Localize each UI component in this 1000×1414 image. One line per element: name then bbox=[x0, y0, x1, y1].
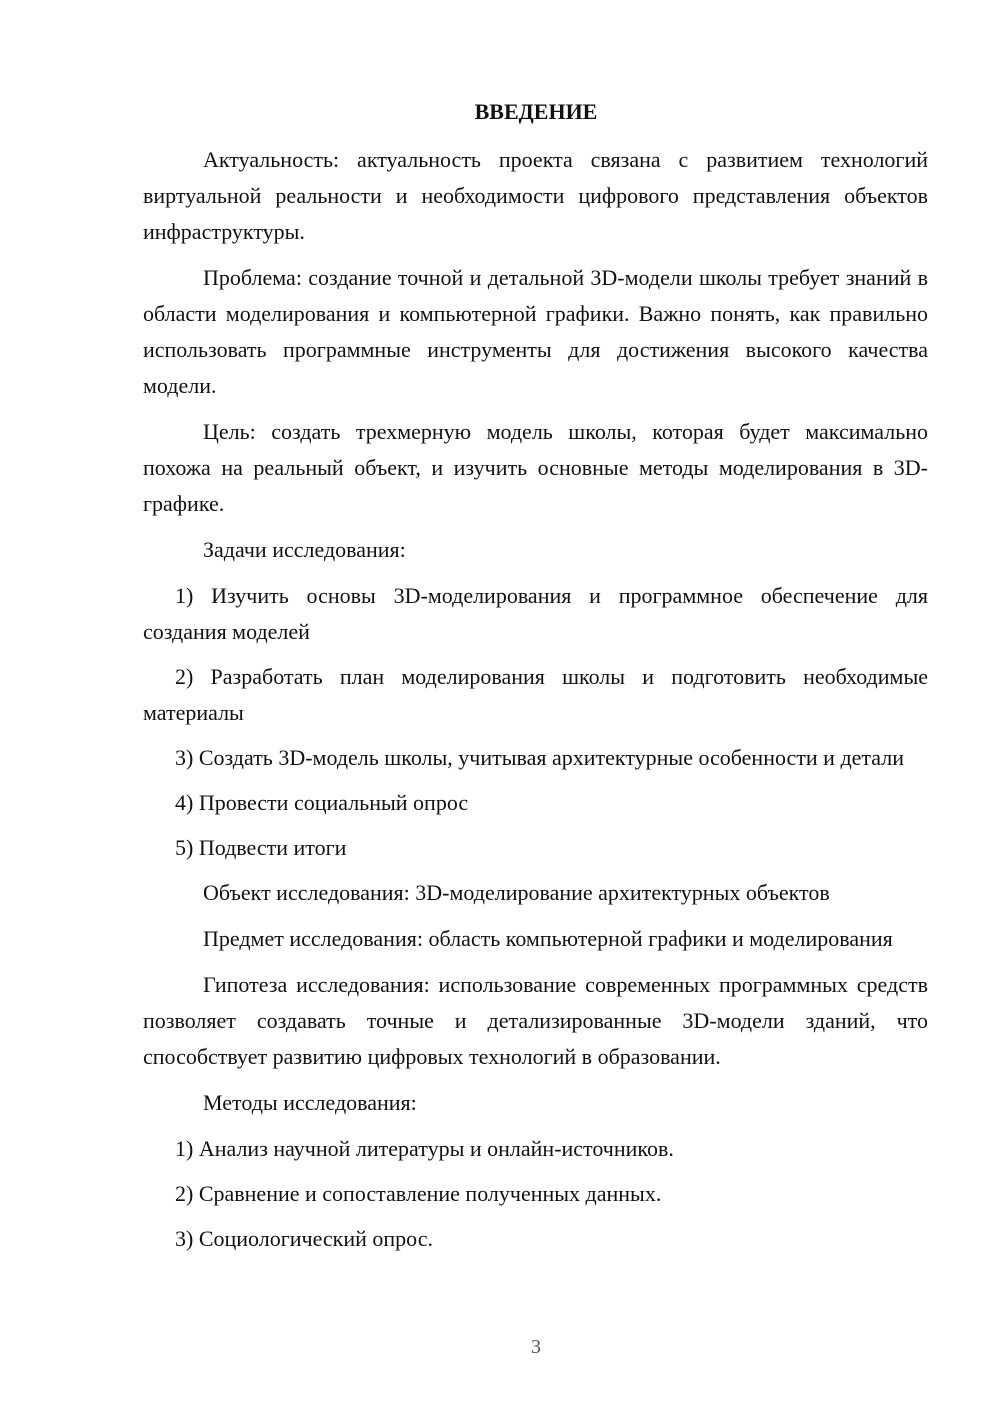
hypothesis-paragraph: Гипотеза исследования: использование современных программных средств позволяет создавать точные и детализированные 3D-модели зданий, что способствует развитию цифровых технологий в образовании. bbox=[143, 972, 928, 1069]
method-item-1: 1) Анализ научной литературы и онлайн-источников. bbox=[175, 1136, 674, 1161]
subject-paragraph: Предмет исследования: область компьютерной графики и моделирования bbox=[203, 926, 893, 951]
page-number: 3 bbox=[531, 1336, 541, 1358]
methods-heading: Методы исследования: bbox=[203, 1090, 417, 1115]
task-item-1: 1) Изучить основы 3D-моделирования и программное обеспечение для создания моделей bbox=[143, 583, 928, 644]
object-paragraph: Объект исследования: 3D-моделирование архитектурных объектов bbox=[203, 880, 830, 905]
goal-paragraph: Цель: создать трехмерную модель школы, которая будет максимально похожа на реальный объект, и изучить основные методы моделирования в 3D-графике. bbox=[143, 419, 928, 516]
method-item-2: 2) Сравнение и сопоставление полученных данных. bbox=[175, 1181, 662, 1206]
relevance-paragraph: Актуальность: актуальность проекта связана с развитием технологий виртуальной реальности и необходимости цифрового представления объектов инфраструктуры. bbox=[143, 147, 928, 244]
problem-paragraph: Проблема: создание точной и детальной 3D-модели школы требует знаний в области моделирования и компьютерной графики. Важно понять, как правильно использовать программные инструменты для достижения высокого качества модели. bbox=[143, 265, 928, 398]
section-title: ВВЕДЕНИЕ bbox=[474, 99, 598, 124]
document-body bbox=[143, 142, 928, 1266]
method-item-3: 3) Социологический опрос. bbox=[175, 1226, 433, 1251]
task-item-4: 4) Провести социальный опрос bbox=[175, 790, 469, 815]
tasks-heading: Задачи исследования: bbox=[203, 537, 406, 562]
task-item-5: 5) Подвести итоги bbox=[175, 835, 347, 860]
task-item-3: 3) Создать 3D-модель школы, учитывая архитектурные особенности и детали bbox=[175, 745, 905, 770]
task-item-2: 2) Разработать план моделирования школы и подготовить необходимые материалы bbox=[143, 664, 928, 725]
